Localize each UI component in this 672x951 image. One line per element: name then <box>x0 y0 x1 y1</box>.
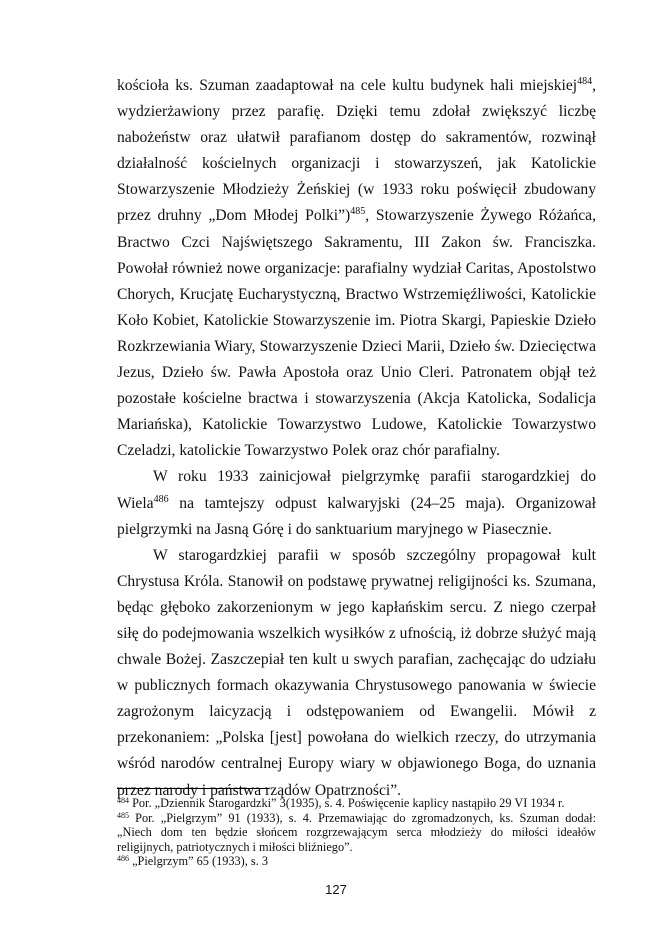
paragraph <box>117 543 596 804</box>
footnote <box>117 811 596 855</box>
footnote-text: „Pielgrzym” 65 (1933), s. 3 <box>129 854 268 869</box>
footnote <box>117 796 596 811</box>
body-text <box>117 73 596 804</box>
paragraph-text: , Stowarzyszenie Żywego Różańca, Bractwo Czci Najświętszego Sakramentu, III Zakon św. Franciszka. Powołał również nowe organizacje: parafialny wydział Caritas, Apostolstwo Chorych, Krucjatę Eucharystyczną, Bractwo Wstrzemięźliwości, Katolickie Koło Kobiet, Katolickie Stowarzyszenie im. Piotra Skargi, Papieskie Dzieło Rozkrzewiania Wiary, Stowarzyszenie Dzieci Marii, Dzieło św. Dziecięctwa Jezus, Dzieło św. Pawła Apostoła oraz Unio Cleri. Patronatem objął też pozostałe kościelne bractwa i stowarzyszenia (Akcja Katolicka, Sodalicja Mariańska), Katolickie Towarzystwo Ludowe, Katolickie Towarzystwo Czeladzi, katolickie Towarzystwo Polek oraz chór parafialny. <box>117 207 596 460</box>
footnote-reference: 485 <box>350 206 366 218</box>
footnote-reference: 486 <box>153 493 169 505</box>
paragraph-text: kościoła ks. Szuman zaadaptował na cele kultu budynek hali miejskiej <box>117 77 578 94</box>
footnote-separator <box>117 788 269 789</box>
paragraph <box>117 464 596 542</box>
paragraph-text: , wydzierżawiony przez parafię. Dzięki temu zdołał zwiększyć liczbę nabożeństw oraz ułatwił parafianom dostęp do sakramentów, rozwinął działalność kościelnych organizacji i stowarzyszeń, jak Katolickie Stowarzyszenie Młodzieży Żeńskiej (w 1933 roku poświęcił zbudowany przez druhny „Dom Młodej Polki”) <box>117 77 596 225</box>
footnote-text: Por. „Pielgrzym” 91 (1933), s. 4. Przemawiając do zgromadzonych, ks. Szuman dodał: „Niech dom ten będzie słońcem rozgrzewającym serca młodzieży do miłości ideałów religijnych, patriotycznych i miłości bliźniego”. <box>117 810 596 854</box>
footnote-number: 484 <box>117 796 129 805</box>
footnote <box>117 854 596 869</box>
paragraph-text: W roku 1933 zainicjował pielgrzymkę parafii starogardzkiej do Wiela <box>117 468 596 512</box>
footnote-text: Por. „Dziennik Starogardzki” 3(1935), s. 4. Poświęcenie kaplicy nastąpiło 29 VI 1934 r. <box>129 796 565 810</box>
page-number: 127 <box>325 882 347 897</box>
footnotes <box>117 796 596 869</box>
paragraph-text: W starogardzkiej parafii w sposób szczególny propagował kult Chrystusa Króla. Stanowił on podstawę prywatnej religijności ks. Szumana, będąc głęboko zakorzenionym w jego kapłańskim sercu. Z niego czerpał siłę do podejmowania wszelkich wysiłków z ufnością, iż dobrze służyć mają chwale Bożej. Zaszczepiał ten kult u swych parafian, zachęcając do udziału w publicznych formach okazywania Chrystusowego panowania w świecie zagrożonym laicyzacją i odstępowaniem od Ewangelii. Mówił z przekonaniem: „Polska [jest] powołana do wielkich rzeczy, do utrzymania wśród narodów centralnej Europy wiary w objawionego Boga, do uznania przez narody i państwa rządów Opatrzności”. <box>117 546 596 799</box>
footnote-number: 486 <box>117 854 129 864</box>
footnote-number: 485 <box>117 810 129 820</box>
footnote-reference: 484 <box>577 76 593 87</box>
paragraph-text: na tamtejszy odpust kalwaryjski (24–25 maja). Organizował pielgrzymki na Jasną Górę i do sanktuarium maryjnego w Piasecznie. <box>117 494 596 538</box>
paragraph <box>117 73 596 464</box>
